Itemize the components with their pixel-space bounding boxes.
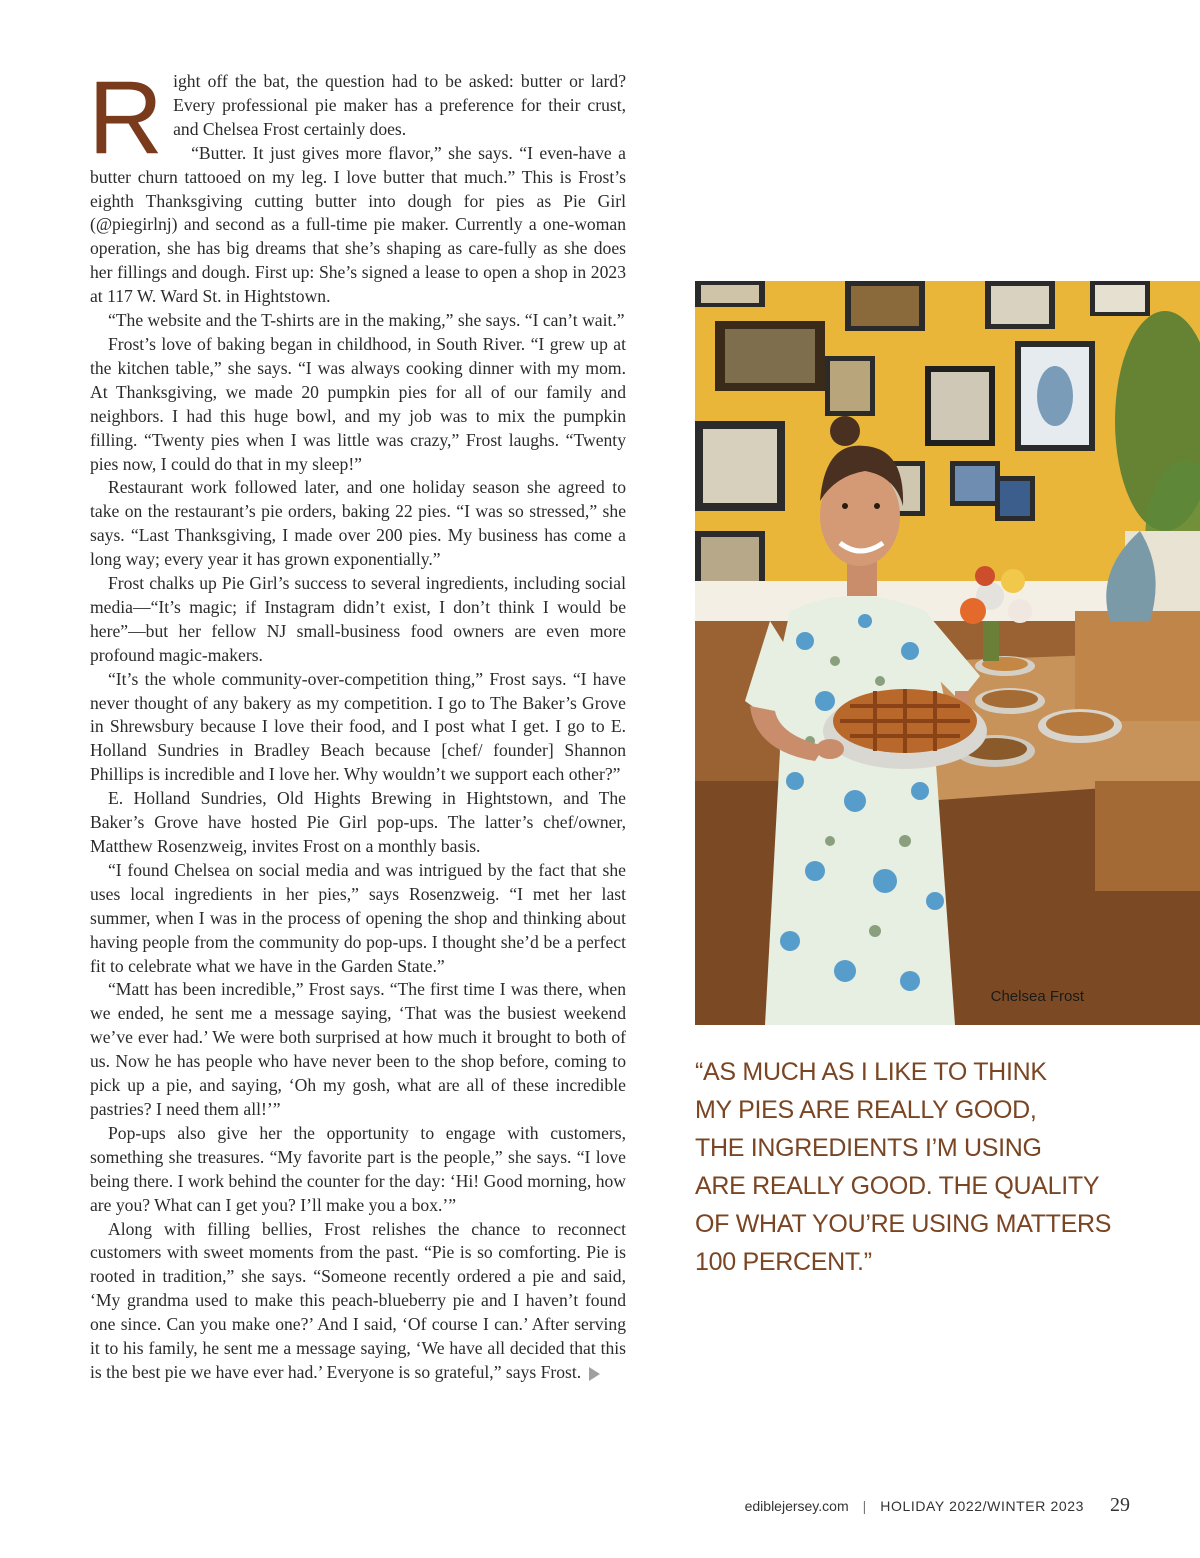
paragraph-2: “Butter. It just gives more flavor,” she says. “I even-have a butter churn tattooed on my leg. I love butter that much.” This is Frost’s eighth Thanksgiving cutting butter into dough for pies as Pie Girl (@piegirlnj) and second as a full-time pie maker. Currently a one-woman operation, she has big dreams that she’s shaping as care-fully as she does her fillings and dough. First up: She’s signed a lease to open a shop in 2023 at 117 W. Ward St. in Hightstown.: [90, 142, 626, 307]
pull-quote-line: 100 PERCENT.”: [695, 1248, 872, 1276]
paragraph-12: Along with filling bellies, Frost relishes the chance to reconnect customers with sweet moments from the past. “Pie is so comforting. Pie is rooted in tradition,” she says. “Someone recently ordered a pie and said, ‘My grandma used to make this peach-blueberry pie and I haven’t found one since. Can you make one?’ And I said, ‘Of course I can.’ After serving it to his family, he sent me a message saying, ‘We have all decided that this is the best pie we have ever had.’ Everyone is so grateful,” says Frost.: [90, 1218, 626, 1382]
article-body: [88, 60, 626, 1385]
footer-site: ediblejersey.com: [744, 1498, 849, 1514]
paragraph-5: Restaurant work followed later, and one holiday season she agreed to take on the restaurant’s pie orders, baking 22 pies. “I was so stressed,” she says. “Last Thanksgiving, I made over 200 pies. My business has come a long way; every year it has grown exponentially.”: [90, 477, 626, 570]
pull-quote-line: ARE REALLY GOOD. THE QUALITY: [695, 1172, 1100, 1200]
footer-separator: |: [862, 1498, 867, 1514]
paragraph-6: Frost chalks up Pie Girl’s success to several ingredients, including social media—“It’s magic; if Instagram didn’t exist, I don’t think I would be here”—but her fellow NJ small-business food owners are even more profound magic-makers.: [90, 573, 626, 665]
footer-issue: HOLIDAY 2022/WINTER 2023: [880, 1498, 1084, 1514]
paragraph-9: “I found Chelsea on social media and was intrigued by the fact that she uses local ingredients in her pies,” says Rosenzweig. “I met her last summer, when I was in the process of opening the shop and thinking about having people from the community do pop-ups. I thought she’d be a perfect fit to celebrate what we have in the Garden State.”: [90, 859, 626, 976]
paragraph-7: “It’s the whole community-over-competition thing,” Frost says. “I have never thought of any bakery as my competition. I go to The Baker’s Grove in Shrewsbury because I love their food, and I post what I get. I go to E. Holland Sundries in Bradley Beach because [chef/ founder] Shannon Phillips is incredible and I love her. Why wouldn’t we support each other?”: [90, 668, 626, 785]
page-footer: [745, 1494, 1130, 1517]
paragraph-11: Pop-ups also give her the opportunity to engage with customers, something she treasures. “My favorite part is the people,” she says. “I love being there. I work behind the counter for the day: ‘Hi! Good morning, how are you? What can I get you? I’ll make you a box.’”: [90, 1122, 626, 1215]
page-number: 29: [1110, 1494, 1130, 1516]
drop-cap: R: [88, 60, 164, 176]
pull-quote-line: MY PIES ARE REALLY GOOD,: [695, 1096, 1037, 1124]
photo-illustration: [695, 281, 1200, 1025]
paragraph-4: Frost’s love of baking began in childhood, in South River. “I grew up at the kitchen table,” she says. “I was always cooking dinner with my mom. At Thanksgiving, we made 20 pumpkin pies for all of our family and neighbors. I had this huge bowl, and my job was to mix the pumpkin filling. “Twenty pies when I was little was crazy,” Frost laughs. “Twenty pies now, I could do that in my sleep!”: [90, 333, 626, 474]
pull-quote: [695, 1053, 1112, 1281]
paragraph-3: “The website and the T-shirts are in the making,” she says. “I can’t wait.”: [108, 310, 625, 331]
pull-quote-line: OF WHAT YOU’RE USING MATTERS: [695, 1210, 1112, 1238]
photo-chelsea-frost: [695, 281, 1200, 1025]
paragraph-8: E. Holland Sundries, Old Hights Brewing in Hightstown, and The Baker’s Grove have hosted Pie Girl pop-ups. The latter’s chef/owner, Matthew Rosenzweig, invites Frost on a monthly basis.: [90, 788, 626, 856]
pull-quote-line: “AS MUCH AS I LIKE TO THINK: [695, 1058, 1047, 1086]
paragraph-1: Right off the bat, the question had to be asked: butter or lard? Every professional pie maker has a preference for their crust, and Chelsea Frost certainly does.: [88, 60, 626, 176]
pull-quote-line: THE INGREDIENTS I’M USING: [695, 1134, 1042, 1162]
end-mark-icon: [589, 1367, 600, 1381]
photo-caption: Chelsea Frost: [990, 988, 1084, 1005]
paragraph-10: “Matt has been incredible,” Frost says. “The first time I was there, when we ended, he sent me a message saying, ‘That was the busiest weekend we’ve ever had.’ We were both surprised at how much it brought to both of us. Now he has people who have never been to the shop before, coming to pick up a pie, and saying, ‘Oh my gosh, what are all of these incredible pastries? I need them all!’”: [90, 979, 626, 1119]
